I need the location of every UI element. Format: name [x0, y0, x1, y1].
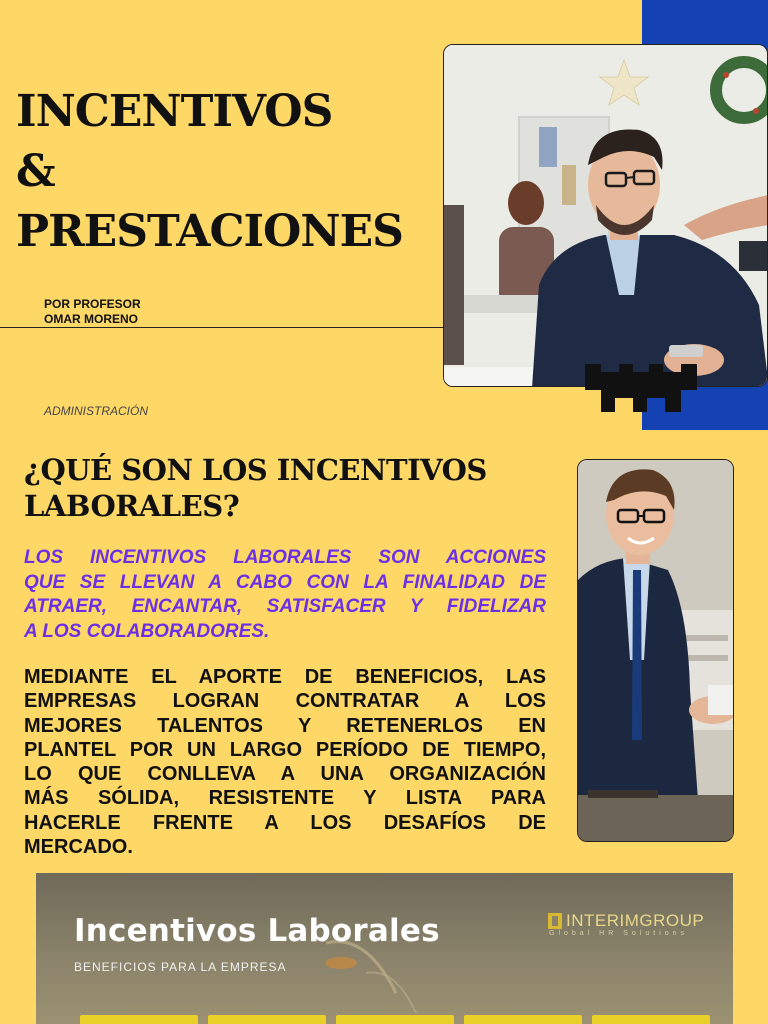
lead-line: A LOS COLABORADORES. [24, 620, 270, 642]
body-line: EMPRESAS LOGRAN CONTRATAR A LOS [24, 690, 546, 713]
banner-title: Incentivos Laborales [74, 913, 440, 949]
section-heading [24, 452, 564, 524]
heading-line: LABORALES? [24, 489, 240, 523]
banner-subtitle: BENEFICIOS PARA LA EMPRESA [74, 960, 287, 974]
title-line: PRESTACIONES [16, 206, 403, 257]
body-line: HACERLE FRENTE A LOS DESAFÍOS DE [24, 811, 546, 834]
category-label: ADMINISTRACIÓN [44, 404, 149, 418]
title-line: INCENTIVOS [16, 86, 333, 137]
promo-banner [36, 873, 733, 1024]
decorative-shape [585, 364, 697, 412]
interimgroup-logo [548, 911, 704, 931]
header-divider [0, 327, 445, 328]
body-line: PLANTEL POR UN LARGO PERÍODO DE TIEMPO, [24, 738, 546, 761]
logo-mark-icon [548, 913, 562, 929]
office-man-smiling-photo [443, 44, 768, 387]
body-line: LO QUE CONLLEVA A UNA ORGANIZACIÓN [24, 763, 546, 786]
blue-accent-block-top [642, 0, 768, 44]
banner-tab [80, 1015, 198, 1024]
body-line: MÁS SÓLIDA, RESISTENTE Y LISTA PARA [24, 787, 546, 810]
body-paragraph [24, 665, 546, 859]
logo-text: INTERIMGROUP [566, 911, 705, 930]
author-line: POR PROFESOR [44, 297, 141, 311]
author-credit [44, 297, 141, 327]
lead-line: ATRAER, ENCANTAR, SATISFACER Y FIDELIZAR [24, 596, 546, 617]
body-line: MEDIANTE EL APORTE DE BENEFICIOS, LAS [24, 666, 546, 688]
page-title [16, 82, 446, 262]
lead-line: QUE SE LLEVAN A CABO CON LA FINALIDAD DE [24, 571, 546, 593]
banner-tab [464, 1015, 582, 1024]
body-line: MERCADO. [24, 836, 133, 859]
banner-tabs [80, 1015, 710, 1024]
businessman-handshake-photo [577, 459, 734, 842]
body-line: MEJORES TALENTOS Y RETENERLOS EN [24, 714, 546, 737]
logo-tagline: Global HR Solutions [549, 930, 689, 937]
lead-paragraph [24, 546, 546, 644]
lead-line: LOS INCENTIVOS LABORALES SON ACCIONES [24, 547, 546, 568]
banner-tab [592, 1015, 710, 1024]
banner-tab [208, 1015, 326, 1024]
author-line: OMAR MORENO [44, 312, 138, 326]
heading-line: ¿QUÉ SON LOS INCENTIVOS [24, 453, 487, 487]
title-line: & [16, 146, 55, 197]
banner-tab [336, 1015, 454, 1024]
